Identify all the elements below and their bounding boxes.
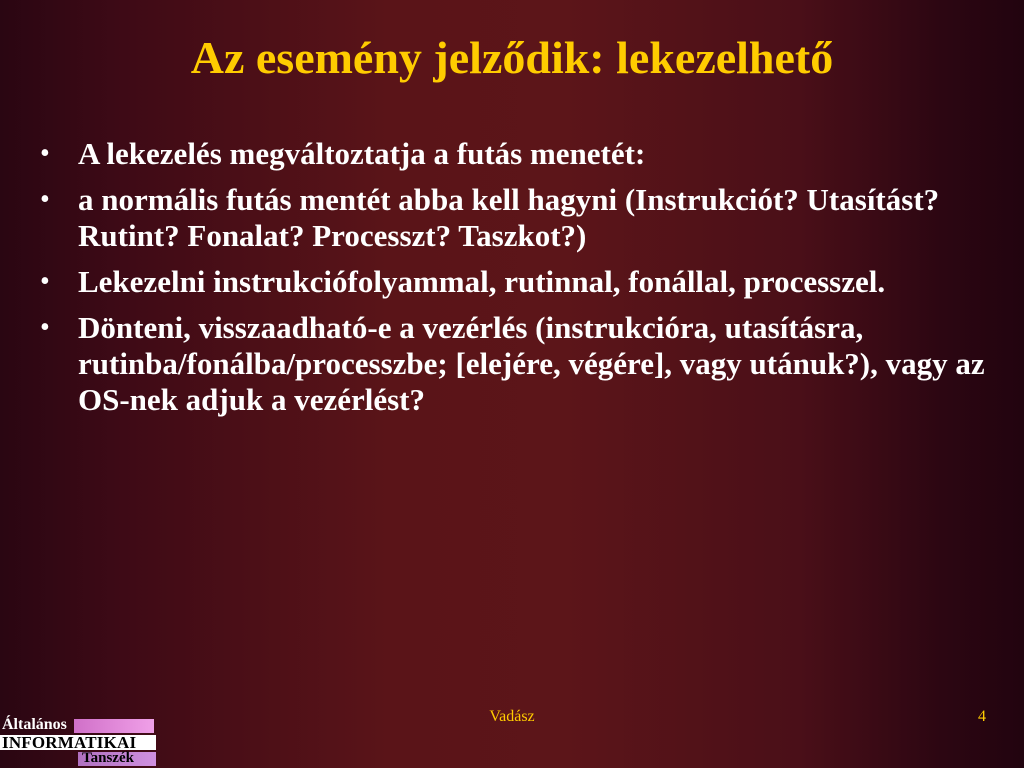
bullet-item	[38, 182, 988, 254]
logo-line-1: Általános	[2, 716, 67, 733]
bullet-icon: •	[40, 312, 50, 343]
bullet-text: A lekezelés megváltoztatja a futás menetét:	[78, 136, 646, 171]
bullet-icon: •	[40, 266, 50, 297]
bullet-text: Lekezelni instrukciófolyammal, rutinnal, fonállal, processzel.	[78, 264, 886, 299]
bullet-item	[38, 264, 988, 300]
bullet-item	[38, 136, 988, 172]
bullet-icon: •	[40, 138, 50, 169]
page-number: 4	[978, 708, 986, 725]
bullet-text: Dönteni, visszaadható-e a vezérlés (instrukcióra, utasításra, rutinba/fonálba/processzbe; [elejére, végére], vagy utánuk?), vagy az OS-nek adjuk a vezérlést?	[78, 310, 985, 417]
logo-bar-top	[74, 719, 154, 733]
bullet-icon: •	[40, 184, 50, 215]
bullet-text: a normális futás mentét abba kell hagyni (Instrukciót? Utasítást? Rutint? Fonalat? Processzt? Taszkot?)	[78, 182, 940, 253]
footer-author: Vadász	[489, 708, 535, 725]
slide-title: Az esemény jelződik: lekezelhető	[190, 32, 834, 83]
logo-line-2: INFORMATIKAI	[2, 733, 137, 752]
logo-line-3: Tanszék	[82, 750, 134, 766]
bullet-item	[38, 310, 988, 418]
bullet-list	[38, 136, 988, 428]
department-logo	[0, 716, 156, 768]
